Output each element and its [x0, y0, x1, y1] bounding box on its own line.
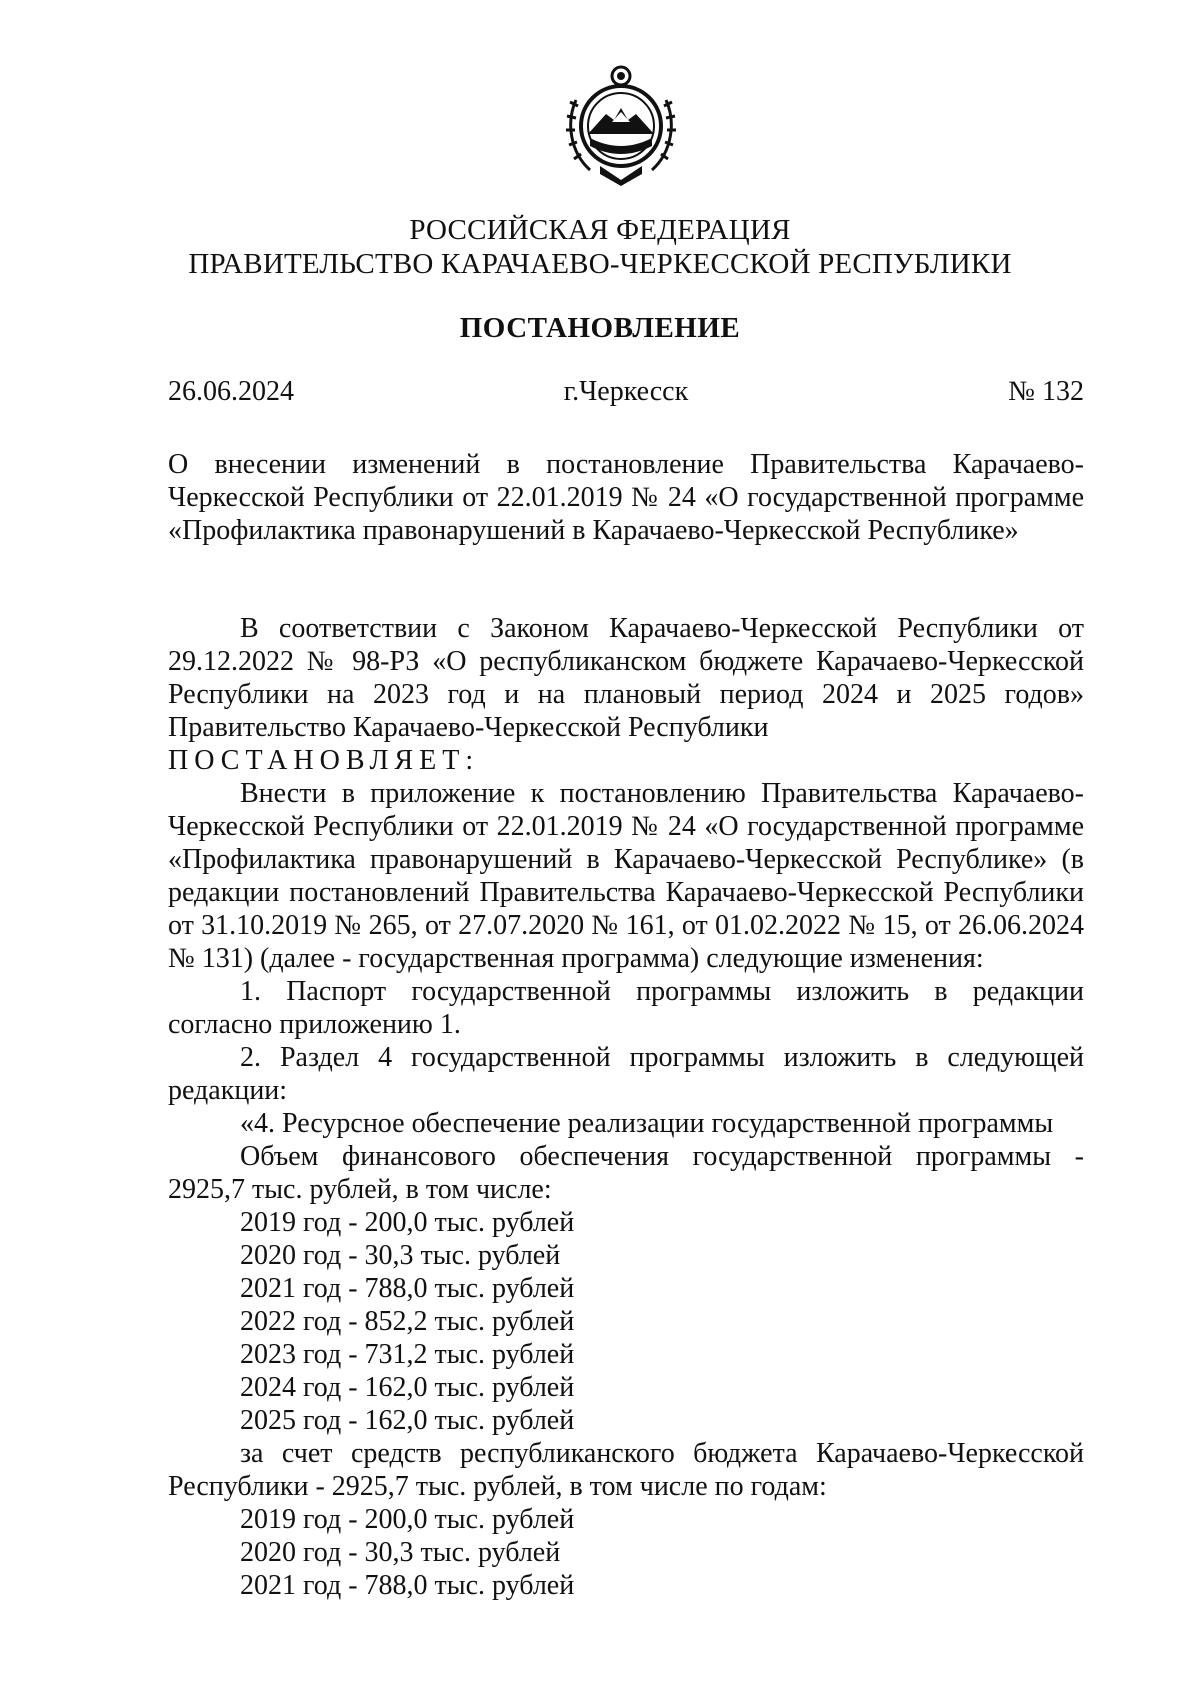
- government-heading: ПРАВИТЕЛЬСТВО КАРАЧАЕВО-ЧЕРКЕССКОЙ РЕСПУБЛИКИ: [188, 248, 1012, 280]
- list-item: 2020 год - 30,3 тыс. рублей: [240, 1240, 561, 1271]
- coat-of-arms-icon: [560, 62, 682, 190]
- document-meta: [168, 376, 1084, 416]
- funding-total-paragraph: Объем финансового обеспечения государственной программы - 2925,7 тыс. рублей, в том числе:: [168, 1141, 1084, 1205]
- section-title: «4. Ресурсное обеспечение реализации государственной программы: [240, 1108, 1054, 1139]
- list-item: 2019 год - 200,0 тыс. рублей: [240, 1504, 575, 1535]
- document-city: г.Черкесск: [563, 376, 689, 407]
- intro-paragraph: Внести в приложение к постановлению Правительства Карачаево-Черкесской Республики от 22.01.2019 № 24 «О государственной программе «Профилактика правонарушений в Карачаево-Черкесской Республике» (в редакции постановлений Правительства Карачаево-Черкесской Республики от 31.10.2019 № 265, от 27.07.2020 № 161, от 01.02.2022 № 15, от 26.06.2024 № 131) (далее - государственная программа) следующие изменения:: [168, 778, 1084, 974]
- list-item: 2021 год - 788,0 тыс. рублей: [240, 1273, 575, 1304]
- document-body: [168, 612, 1084, 1602]
- list-item: 2020 год - 30,3 тыс. рублей: [240, 1537, 561, 1568]
- item-2-paragraph: 2. Раздел 4 государственной программы изложить в следующей редакции:: [168, 1042, 1084, 1106]
- list-item: 2021 год - 788,0 тыс. рублей: [240, 1570, 575, 1601]
- preamble-paragraph: В соответствии с Законом Карачаево-Черкесской Республики от 29.12.2022 № 98-РЗ «О республиканском бюджете Карачаево-Черкесской Республики на 2023 год и на плановый период 2024 и 2025 годов» Правительство Карачаево-Черкесской Республики: [168, 613, 1084, 743]
- list-item: 2023 год - 731,2 тыс. рублей: [240, 1339, 575, 1370]
- country-heading: РОССИЙСКАЯ ФЕДЕРАЦИЯ: [409, 214, 791, 246]
- document-date: 26.06.2024: [168, 376, 294, 407]
- funding-republic-paragraph: за счет средств республиканского бюджета Карачаево-Черкесской Республики - 2925,7 тыс. рублей, в том числе по годам:: [168, 1438, 1084, 1502]
- list-item: 2019 год - 200,0 тыс. рублей: [240, 1207, 575, 1238]
- document-subject: О внесении изменений в постановление Правительства Карачаево-Черкесской Республики от 22.01.2019 № 24 «О государственной программе «Профилактика правонарушений в Карачаево-Черкесской Республике»: [168, 449, 1084, 546]
- document-number: № 132: [1008, 376, 1084, 407]
- document-type: ПОСТАНОВЛЕНИЕ: [459, 312, 741, 344]
- resolves-word: ПОСТАНОВЛЯЕТ:: [168, 745, 480, 776]
- item-1-paragraph: 1. Паспорт государственной программы изложить в редакции согласно приложению 1.: [168, 976, 1084, 1040]
- list-item: 2025 год - 162,0 тыс. рублей: [240, 1405, 575, 1436]
- list-item: 2024 год - 162,0 тыс. рублей: [240, 1372, 575, 1403]
- list-item: 2022 год - 852,2 тыс. рублей: [240, 1306, 575, 1337]
